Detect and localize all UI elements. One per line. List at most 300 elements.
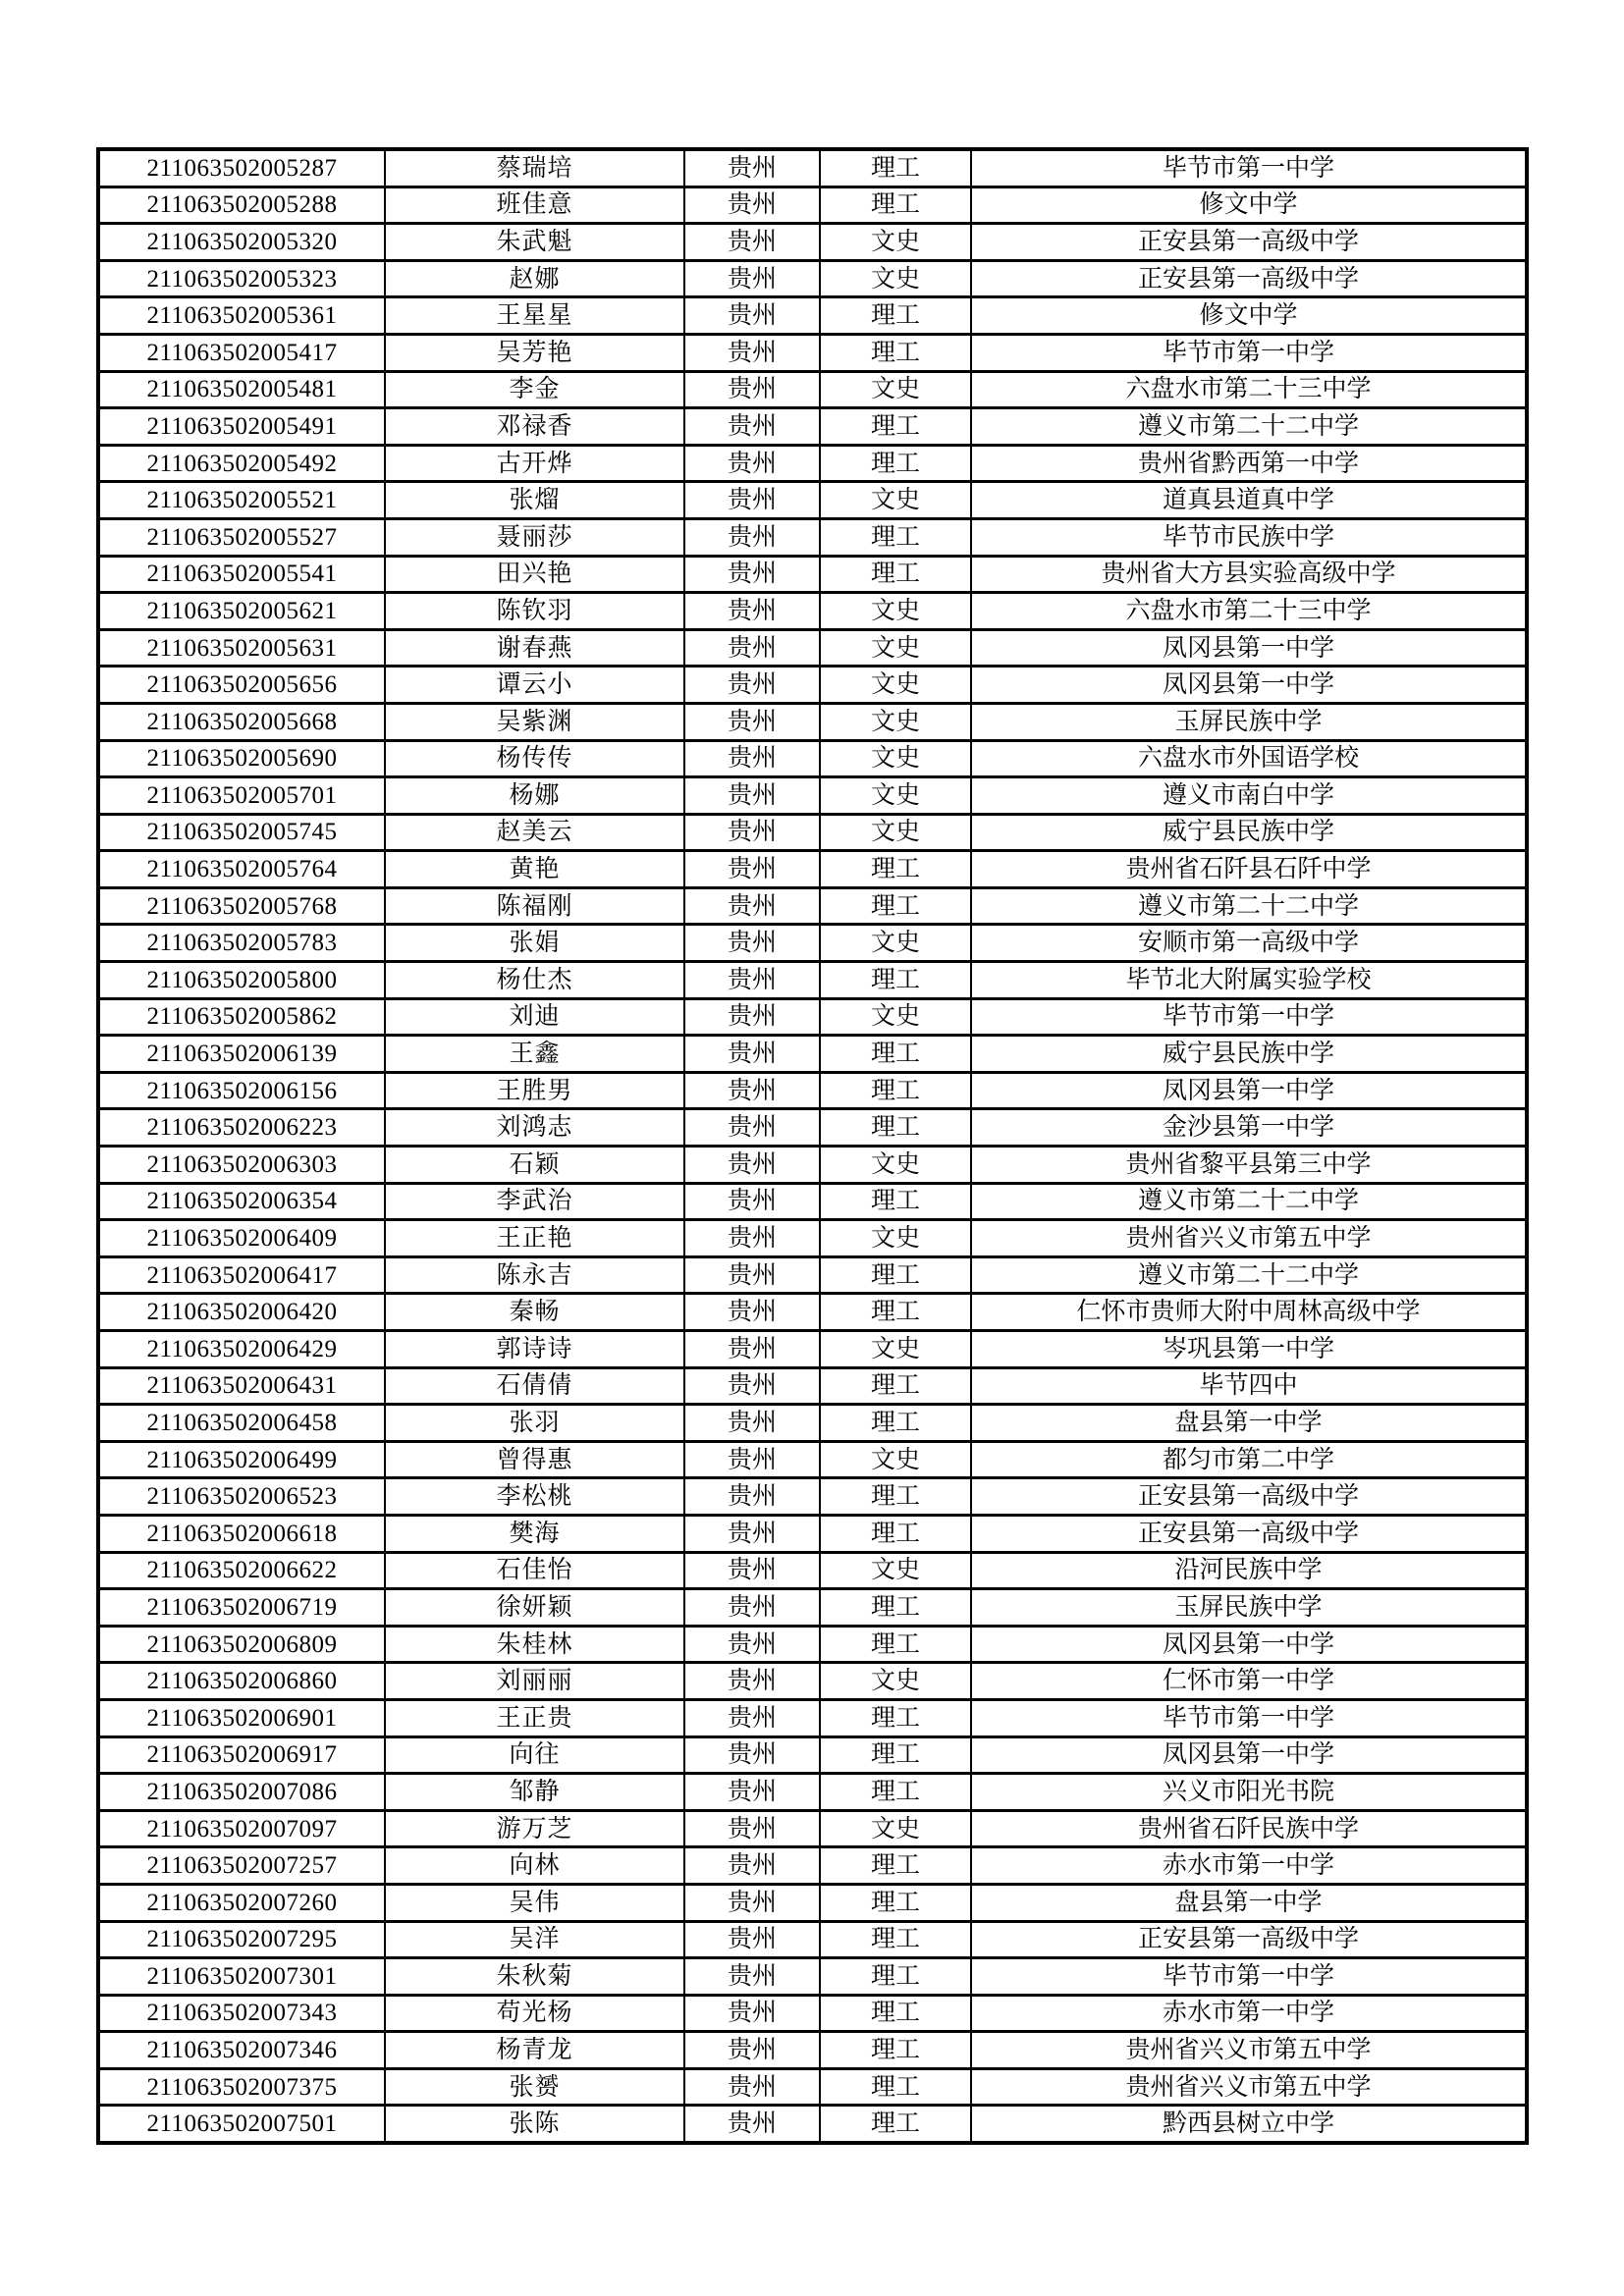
cell-school: 毕节市民族中学 — [971, 518, 1527, 556]
cell-student-name: 刘迪 — [385, 998, 684, 1036]
cell-student-name: 蔡瑞培 — [385, 149, 684, 187]
cell-province: 贵州 — [684, 1478, 820, 1516]
cell-track: 文史 — [820, 1147, 971, 1184]
cell-school: 安顺市第一高级中学 — [971, 925, 1527, 962]
cell-province: 贵州 — [684, 1921, 820, 1958]
cell-school: 贵州省黔西第一中学 — [971, 445, 1527, 482]
cell-school: 仁怀市贵师大附中周林高级中学 — [971, 1294, 1527, 1331]
cell-track: 理工 — [820, 556, 971, 593]
cell-track: 理工 — [820, 2068, 971, 2106]
cell-track: 理工 — [820, 334, 971, 371]
cell-exam-id: 211063502006429 — [98, 1331, 385, 1368]
table-row — [98, 1072, 1527, 1109]
cell-exam-id: 211063502005288 — [98, 187, 385, 224]
cell-track: 理工 — [820, 445, 971, 482]
cell-province: 贵州 — [684, 1294, 820, 1331]
cell-track: 理工 — [820, 1367, 971, 1405]
cell-exam-id: 211063502005361 — [98, 297, 385, 335]
cell-school: 凤冈县第一中学 — [971, 1736, 1527, 1774]
cell-school: 贵州省兴义市第五中学 — [971, 1220, 1527, 1257]
cell-exam-id: 211063502005631 — [98, 629, 385, 667]
table-row — [98, 1515, 1527, 1552]
cell-school: 贵州省兴义市第五中学 — [971, 2032, 1527, 2069]
cell-exam-id: 211063502006523 — [98, 1478, 385, 1516]
table-row — [98, 593, 1527, 630]
cell-student-name: 苟光杨 — [385, 1995, 684, 2032]
cell-track: 理工 — [820, 1183, 971, 1220]
cell-province: 贵州 — [684, 260, 820, 297]
cell-student-name: 杨仕杰 — [385, 962, 684, 999]
table-row — [98, 962, 1527, 999]
cell-province: 贵州 — [684, 851, 820, 888]
cell-exam-id: 211063502005621 — [98, 593, 385, 630]
cell-track: 文史 — [820, 1552, 971, 1589]
cell-province: 贵州 — [684, 371, 820, 408]
table-row — [98, 1109, 1527, 1147]
cell-province: 贵州 — [684, 1736, 820, 1774]
cell-province: 贵州 — [684, 703, 820, 740]
cell-student-name: 杨娜 — [385, 777, 684, 815]
cell-exam-id: 211063502007295 — [98, 1921, 385, 1958]
cell-school: 修文中学 — [971, 297, 1527, 335]
cell-exam-id: 211063502005527 — [98, 518, 385, 556]
cell-exam-id: 211063502006618 — [98, 1515, 385, 1552]
cell-exam-id: 211063502006719 — [98, 1589, 385, 1627]
cell-student-name: 张赟 — [385, 2068, 684, 2106]
cell-province: 贵州 — [684, 1552, 820, 1589]
cell-student-name: 刘鸿志 — [385, 1109, 684, 1147]
cell-track: 文史 — [820, 667, 971, 704]
cell-exam-id: 211063502006809 — [98, 1626, 385, 1663]
table-row — [98, 334, 1527, 371]
cell-school: 赤水市第一中学 — [971, 1995, 1527, 2032]
cell-exam-id: 211063502005701 — [98, 777, 385, 815]
table-row — [98, 851, 1527, 888]
cell-school: 毕节四中 — [971, 1367, 1527, 1405]
cell-student-name: 张陈 — [385, 2106, 684, 2143]
cell-exam-id: 211063502007260 — [98, 1884, 385, 1921]
table-row — [98, 1774, 1527, 1811]
cell-track: 文史 — [820, 925, 971, 962]
cell-province: 贵州 — [684, 556, 820, 593]
table-row — [98, 297, 1527, 335]
cell-exam-id: 211063502005521 — [98, 482, 385, 519]
cell-track: 理工 — [820, 1256, 971, 1294]
cell-exam-id: 211063502005287 — [98, 149, 385, 187]
table-row — [98, 445, 1527, 482]
cell-school: 凤冈县第一中学 — [971, 1072, 1527, 1109]
cell-student-name: 郭诗诗 — [385, 1331, 684, 1368]
cell-province: 贵州 — [684, 1331, 820, 1368]
cell-exam-id: 211063502005764 — [98, 851, 385, 888]
cell-exam-id: 211063502006420 — [98, 1294, 385, 1331]
cell-school: 岑巩县第一中学 — [971, 1331, 1527, 1368]
cell-province: 贵州 — [684, 740, 820, 777]
cell-student-name: 杨传传 — [385, 740, 684, 777]
cell-student-name: 王正艳 — [385, 1220, 684, 1257]
cell-province: 贵州 — [684, 925, 820, 962]
cell-province: 贵州 — [684, 297, 820, 335]
cell-student-name: 张羽 — [385, 1405, 684, 1442]
cell-school: 正安县第一高级中学 — [971, 1921, 1527, 1958]
cell-school: 黔西县树立中学 — [971, 2106, 1527, 2143]
cell-exam-id: 211063502006156 — [98, 1072, 385, 1109]
cell-student-name: 朱桂林 — [385, 1626, 684, 1663]
cell-student-name: 聂丽莎 — [385, 518, 684, 556]
cell-track: 理工 — [820, 962, 971, 999]
cell-exam-id: 211063502007086 — [98, 1774, 385, 1811]
table-row — [98, 1147, 1527, 1184]
cell-province: 贵州 — [684, 1847, 820, 1885]
cell-school: 贵州省石阡县石阡中学 — [971, 851, 1527, 888]
cell-school: 道真县道真中学 — [971, 482, 1527, 519]
cell-exam-id: 211063502005481 — [98, 371, 385, 408]
cell-track: 理工 — [820, 1294, 971, 1331]
cell-exam-id: 211063502007257 — [98, 1847, 385, 1885]
cell-province: 贵州 — [684, 187, 820, 224]
cell-school: 沿河民族中学 — [971, 1552, 1527, 1589]
cell-province: 贵州 — [684, 1441, 820, 1478]
table-row — [98, 1478, 1527, 1516]
cell-exam-id: 211063502006354 — [98, 1183, 385, 1220]
table-row — [98, 1847, 1527, 1885]
cell-exam-id: 211063502006139 — [98, 1036, 385, 1073]
cell-student-name: 李武治 — [385, 1183, 684, 1220]
table-row — [98, 1626, 1527, 1663]
cell-school: 正安县第一高级中学 — [971, 260, 1527, 297]
cell-province: 贵州 — [684, 2106, 820, 2143]
cell-school: 遵义市第二十二中学 — [971, 408, 1527, 446]
cell-school: 玉屏民族中学 — [971, 1589, 1527, 1627]
cell-exam-id: 211063502005668 — [98, 703, 385, 740]
table-row — [98, 260, 1527, 297]
cell-track: 文史 — [820, 703, 971, 740]
cell-track: 理工 — [820, 2032, 971, 2069]
cell-exam-id: 211063502006917 — [98, 1736, 385, 1774]
cell-track: 文史 — [820, 482, 971, 519]
table-row — [98, 1810, 1527, 1847]
cell-exam-id: 211063502005541 — [98, 556, 385, 593]
cell-school: 遵义市第二十二中学 — [971, 887, 1527, 925]
cell-exam-id: 211063502006417 — [98, 1256, 385, 1294]
cell-province: 贵州 — [684, 1884, 820, 1921]
cell-student-name: 吴洋 — [385, 1921, 684, 1958]
cell-exam-id: 211063502005492 — [98, 445, 385, 482]
table-row — [98, 1736, 1527, 1774]
cell-school: 六盘水市第二十三中学 — [971, 593, 1527, 630]
cell-school: 贵州省兴义市第五中学 — [971, 2068, 1527, 2106]
cell-school: 赤水市第一中学 — [971, 1847, 1527, 1885]
cell-student-name: 徐妍颖 — [385, 1589, 684, 1627]
table-row — [98, 1441, 1527, 1478]
cell-school: 毕节市第一中学 — [971, 149, 1527, 187]
table-row — [98, 556, 1527, 593]
table-row — [98, 1294, 1527, 1331]
cell-province: 贵州 — [684, 1699, 820, 1736]
cell-track: 理工 — [820, 1405, 971, 1442]
cell-province: 贵州 — [684, 593, 820, 630]
table-row — [98, 2106, 1527, 2143]
cell-province: 贵州 — [684, 1072, 820, 1109]
cell-school: 毕节市第一中学 — [971, 1958, 1527, 1996]
table-row — [98, 2032, 1527, 2069]
cell-student-name: 吴紫渊 — [385, 703, 684, 740]
cell-student-name: 向林 — [385, 1847, 684, 1885]
cell-school: 毕节市第一中学 — [971, 1699, 1527, 1736]
cell-student-name: 樊海 — [385, 1515, 684, 1552]
table-row — [98, 925, 1527, 962]
cell-province: 贵州 — [684, 1958, 820, 1996]
cell-school: 遵义市第二十二中学 — [971, 1256, 1527, 1294]
table-row — [98, 703, 1527, 740]
cell-student-name: 班佳意 — [385, 187, 684, 224]
cell-student-name: 陈钦羽 — [385, 593, 684, 630]
cell-province: 贵州 — [684, 1183, 820, 1220]
table-row — [98, 1921, 1527, 1958]
cell-track: 理工 — [820, 1774, 971, 1811]
cell-track: 理工 — [820, 1036, 971, 1073]
cell-track: 理工 — [820, 1109, 971, 1147]
cell-track: 文史 — [820, 224, 971, 261]
table-row — [98, 667, 1527, 704]
cell-exam-id: 211063502006860 — [98, 1663, 385, 1700]
cell-school: 六盘水市第二十三中学 — [971, 371, 1527, 408]
cell-student-name: 刘丽丽 — [385, 1663, 684, 1700]
cell-student-name: 王星星 — [385, 297, 684, 335]
cell-student-name: 王胜男 — [385, 1072, 684, 1109]
cell-province: 贵州 — [684, 1256, 820, 1294]
cell-student-name: 谢春燕 — [385, 629, 684, 667]
cell-student-name: 石颖 — [385, 1147, 684, 1184]
cell-province: 贵州 — [684, 1774, 820, 1811]
table-row — [98, 1331, 1527, 1368]
cell-province: 贵州 — [684, 482, 820, 519]
cell-student-name: 游万芝 — [385, 1810, 684, 1847]
table-row — [98, 518, 1527, 556]
cell-student-name: 石佳怡 — [385, 1552, 684, 1589]
cell-school: 遵义市南白中学 — [971, 777, 1527, 815]
cell-track: 理工 — [820, 1884, 971, 1921]
cell-school: 正安县第一高级中学 — [971, 224, 1527, 261]
cell-track: 文史 — [820, 1220, 971, 1257]
cell-exam-id: 211063502005862 — [98, 998, 385, 1036]
table-body — [98, 149, 1527, 2143]
cell-student-name: 朱武魁 — [385, 224, 684, 261]
cell-track: 理工 — [820, 2106, 971, 2143]
cell-exam-id: 211063502007375 — [98, 2068, 385, 2106]
table-row — [98, 1589, 1527, 1627]
cell-exam-id: 211063502006223 — [98, 1109, 385, 1147]
cell-track: 文史 — [820, 740, 971, 777]
cell-school: 修文中学 — [971, 187, 1527, 224]
cell-student-name: 王正贵 — [385, 1699, 684, 1736]
table-row — [98, 1367, 1527, 1405]
cell-province: 贵州 — [684, 814, 820, 851]
cell-track: 理工 — [820, 149, 971, 187]
cell-track: 理工 — [820, 187, 971, 224]
cell-school: 威宁县民族中学 — [971, 814, 1527, 851]
cell-province: 贵州 — [684, 1109, 820, 1147]
table-row — [98, 1220, 1527, 1257]
cell-province: 贵州 — [684, 1036, 820, 1073]
cell-student-name: 向往 — [385, 1736, 684, 1774]
cell-province: 贵州 — [684, 629, 820, 667]
cell-track: 理工 — [820, 1478, 971, 1516]
table-row — [98, 740, 1527, 777]
cell-track: 理工 — [820, 1847, 971, 1885]
cell-student-name: 张娟 — [385, 925, 684, 962]
cell-province: 贵州 — [684, 1147, 820, 1184]
cell-track: 理工 — [820, 1995, 971, 2032]
cell-exam-id: 211063502006458 — [98, 1405, 385, 1442]
table-row — [98, 1884, 1527, 1921]
cell-student-name: 张熘 — [385, 482, 684, 519]
cell-province: 贵州 — [684, 1515, 820, 1552]
cell-student-name: 吴伟 — [385, 1884, 684, 1921]
cell-exam-id: 211063502005768 — [98, 887, 385, 925]
cell-track: 理工 — [820, 887, 971, 925]
cell-school: 正安县第一高级中学 — [971, 1515, 1527, 1552]
cell-student-name: 古开烨 — [385, 445, 684, 482]
cell-province: 贵州 — [684, 1405, 820, 1442]
cell-track: 理工 — [820, 518, 971, 556]
student-roster-table — [96, 147, 1529, 2145]
cell-track: 文史 — [820, 371, 971, 408]
table-row — [98, 1036, 1527, 1073]
table-row — [98, 2068, 1527, 2106]
table-row — [98, 187, 1527, 224]
cell-school: 凤冈县第一中学 — [971, 1626, 1527, 1663]
cell-student-name: 邹静 — [385, 1774, 684, 1811]
cell-track: 文史 — [820, 1331, 971, 1368]
cell-province: 贵州 — [684, 962, 820, 999]
cell-province: 贵州 — [684, 1626, 820, 1663]
cell-student-name: 吴芳艳 — [385, 334, 684, 371]
cell-school: 金沙县第一中学 — [971, 1109, 1527, 1147]
cell-province: 贵州 — [684, 2068, 820, 2106]
cell-track: 理工 — [820, 1072, 971, 1109]
table-row — [98, 224, 1527, 261]
cell-student-name: 秦畅 — [385, 1294, 684, 1331]
cell-track: 文史 — [820, 1810, 971, 1847]
table-row — [98, 777, 1527, 815]
cell-exam-id: 211063502007097 — [98, 1810, 385, 1847]
cell-school: 凤冈县第一中学 — [971, 667, 1527, 704]
cell-school: 贵州省黎平县第三中学 — [971, 1147, 1527, 1184]
cell-province: 贵州 — [684, 777, 820, 815]
cell-school: 毕节北大附属实验学校 — [971, 962, 1527, 999]
cell-province: 贵州 — [684, 224, 820, 261]
cell-track: 理工 — [820, 1515, 971, 1552]
cell-province: 贵州 — [684, 1589, 820, 1627]
cell-track: 理工 — [820, 1736, 971, 1774]
cell-exam-id: 211063502005745 — [98, 814, 385, 851]
cell-track: 理工 — [820, 1958, 971, 1996]
cell-school: 都匀市第二中学 — [971, 1441, 1527, 1478]
cell-student-name: 李金 — [385, 371, 684, 408]
table-row — [98, 1995, 1527, 2032]
cell-province: 贵州 — [684, 1220, 820, 1257]
cell-school: 威宁县民族中学 — [971, 1036, 1527, 1073]
cell-exam-id: 211063502006499 — [98, 1441, 385, 1478]
cell-student-name: 陈福刚 — [385, 887, 684, 925]
cell-track: 文史 — [820, 1441, 971, 1478]
cell-exam-id: 211063502005320 — [98, 224, 385, 261]
cell-exam-id: 211063502005656 — [98, 667, 385, 704]
cell-student-name: 陈永吉 — [385, 1256, 684, 1294]
cell-track: 文史 — [820, 260, 971, 297]
cell-province: 贵州 — [684, 149, 820, 187]
cell-student-name: 赵娜 — [385, 260, 684, 297]
cell-student-name: 朱秋菊 — [385, 1958, 684, 1996]
cell-student-name: 杨青龙 — [385, 2032, 684, 2069]
table-row — [98, 1699, 1527, 1736]
cell-school: 凤冈县第一中学 — [971, 629, 1527, 667]
cell-exam-id: 211063502006303 — [98, 1147, 385, 1184]
cell-province: 贵州 — [684, 1995, 820, 2032]
cell-school: 贵州省大方县实验高级中学 — [971, 556, 1527, 593]
cell-track: 文史 — [820, 814, 971, 851]
cell-school: 毕节市第一中学 — [971, 334, 1527, 371]
cell-school: 六盘水市外国语学校 — [971, 740, 1527, 777]
cell-track: 理工 — [820, 297, 971, 335]
cell-exam-id: 211063502006431 — [98, 1367, 385, 1405]
cell-exam-id: 211063502005783 — [98, 925, 385, 962]
cell-school: 玉屏民族中学 — [971, 703, 1527, 740]
cell-student-name: 李松桃 — [385, 1478, 684, 1516]
cell-exam-id: 211063502007501 — [98, 2106, 385, 2143]
cell-exam-id: 211063502005800 — [98, 962, 385, 999]
cell-school: 遵义市第二十二中学 — [971, 1183, 1527, 1220]
cell-exam-id: 211063502005690 — [98, 740, 385, 777]
cell-province: 贵州 — [684, 408, 820, 446]
cell-track: 文史 — [820, 777, 971, 815]
cell-student-name: 赵美云 — [385, 814, 684, 851]
cell-track: 文史 — [820, 1663, 971, 1700]
cell-track: 理工 — [820, 1921, 971, 1958]
cell-track: 文史 — [820, 593, 971, 630]
cell-province: 贵州 — [684, 334, 820, 371]
table-row — [98, 408, 1527, 446]
cell-student-name: 邓禄香 — [385, 408, 684, 446]
cell-track: 文史 — [820, 998, 971, 1036]
cell-province: 贵州 — [684, 1663, 820, 1700]
cell-school: 毕节市第一中学 — [971, 998, 1527, 1036]
table-row — [98, 814, 1527, 851]
cell-track: 理工 — [820, 1589, 971, 1627]
cell-province: 贵州 — [684, 518, 820, 556]
cell-exam-id: 211063502005323 — [98, 260, 385, 297]
cell-province: 贵州 — [684, 1810, 820, 1847]
table-row — [98, 998, 1527, 1036]
cell-school: 盘县第一中学 — [971, 1884, 1527, 1921]
cell-track: 理工 — [820, 1626, 971, 1663]
cell-student-name: 曾得惠 — [385, 1441, 684, 1478]
cell-school: 贵州省石阡民族中学 — [971, 1810, 1527, 1847]
cell-province: 贵州 — [684, 998, 820, 1036]
cell-province: 贵州 — [684, 2032, 820, 2069]
cell-exam-id: 211063502007343 — [98, 1995, 385, 2032]
table-row — [98, 1183, 1527, 1220]
cell-school: 仁怀市第一中学 — [971, 1663, 1527, 1700]
cell-track: 文史 — [820, 629, 971, 667]
cell-track: 理工 — [820, 1699, 971, 1736]
table-row — [98, 629, 1527, 667]
cell-student-name: 王鑫 — [385, 1036, 684, 1073]
cell-student-name: 谭云小 — [385, 667, 684, 704]
cell-track: 理工 — [820, 408, 971, 446]
cell-school: 正安县第一高级中学 — [971, 1478, 1527, 1516]
